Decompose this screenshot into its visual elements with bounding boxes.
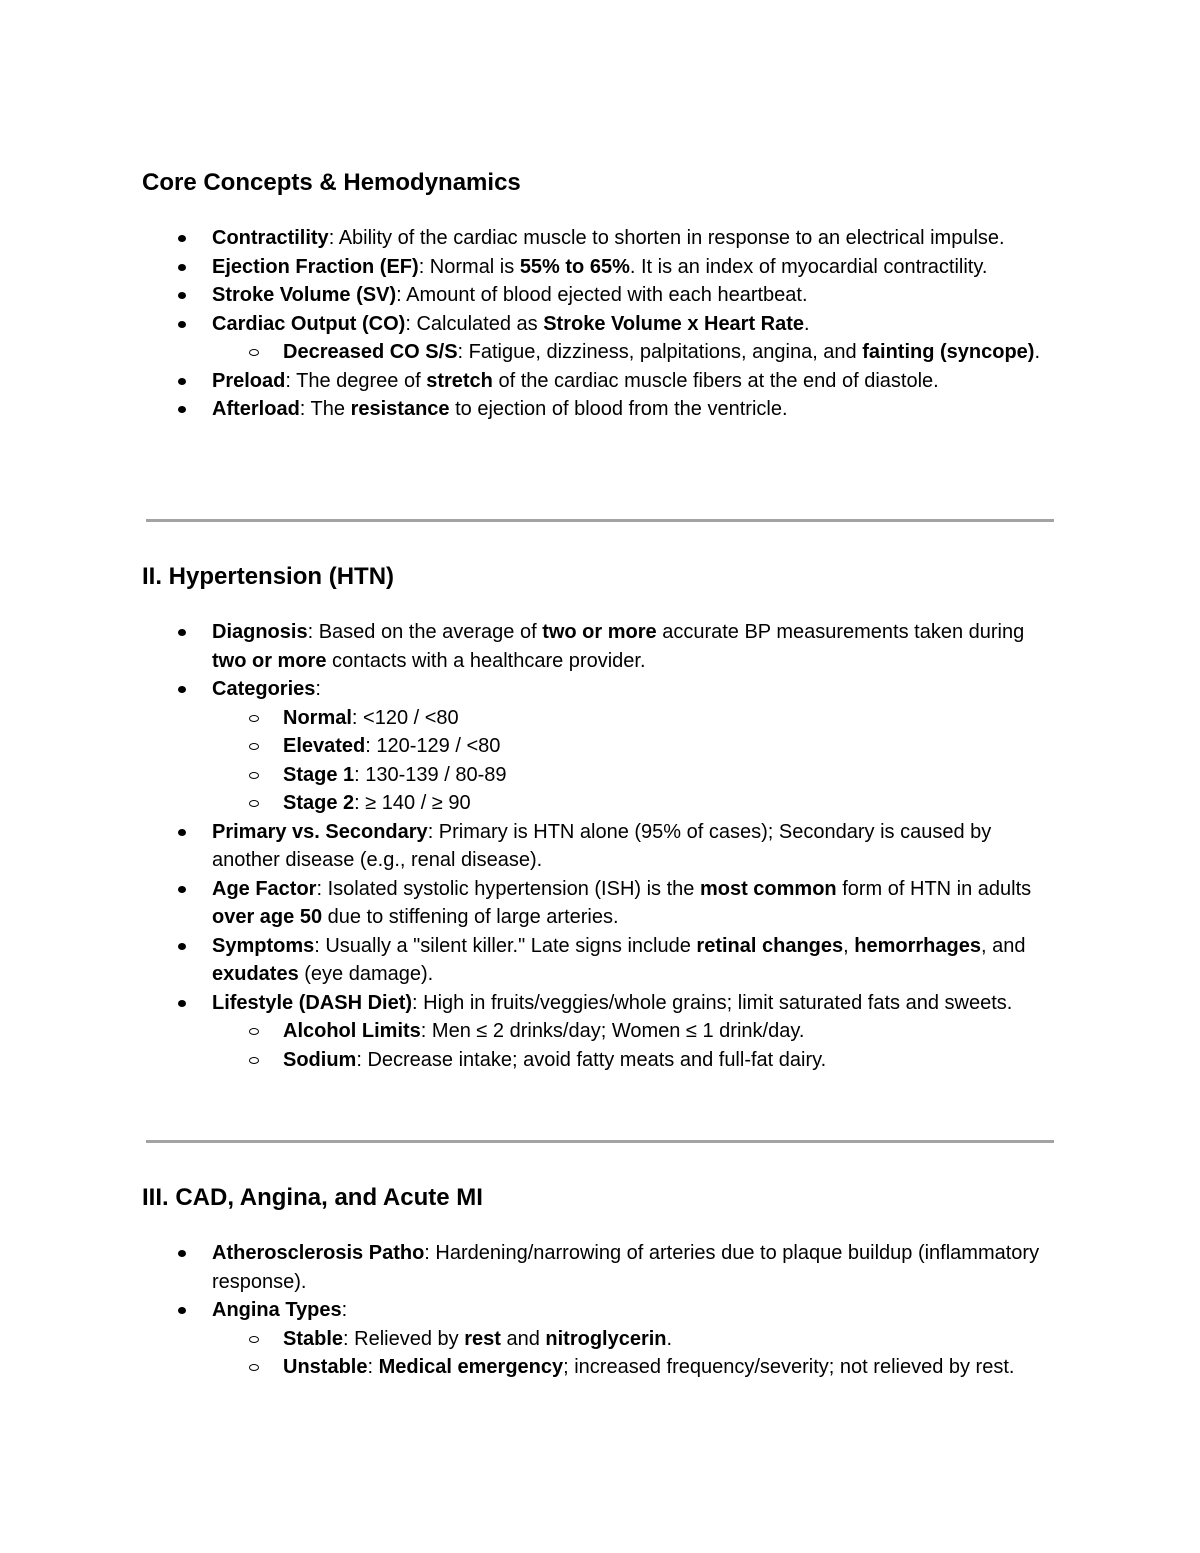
- list-item: [0, 367, 1062, 396]
- item-text: : Normal is: [418, 255, 520, 278]
- sub-list-item: [0, 761, 1062, 790]
- filled-bullet-icon: [178, 1250, 186, 1257]
- item-text: : Usually a "silent killer." Late signs include: [314, 934, 697, 957]
- list-item: [0, 224, 1062, 253]
- bold-term: Medical emergency: [378, 1356, 564, 1378]
- filled-bullet-icon: [178, 378, 186, 385]
- bold-term: Alcohol Limits: [283, 1020, 421, 1042]
- bold-term: Preload: [212, 369, 286, 392]
- item-text: : Hardening/narrowing of arteries due to plaque buildup (inflammatory response).: [212, 1242, 1040, 1293]
- item-text: :: [341, 1299, 348, 1321]
- sub-list-item: [0, 789, 1062, 818]
- sub-list-item: [0, 732, 1062, 761]
- section-heading-hypertension: II. Hypertension (HTN): [142, 563, 395, 590]
- list-item: [0, 1296, 1062, 1325]
- bold-term: Categories: [212, 678, 316, 700]
- filled-bullet-icon: [178, 264, 186, 271]
- bold-term: hemorrhages: [854, 934, 981, 957]
- sub-list-item: [0, 704, 1062, 733]
- list-item: [0, 618, 1062, 675]
- section-heading-core-concepts: Core Concepts & Hemodynamics: [142, 169, 521, 196]
- bold-term: resistance: [350, 398, 450, 420]
- item-text: .: [666, 1327, 673, 1350]
- item-text: : Decrease intake; avoid fatty meats and full-fat dairy.: [356, 1048, 827, 1071]
- item-text: (eye damage).: [298, 963, 434, 985]
- hollow-bullet-icon: [249, 349, 259, 356]
- bold-term: Stroke Volume (SV): [212, 284, 397, 306]
- filled-bullet-icon: [178, 292, 186, 299]
- item-text: : The degree of: [285, 369, 427, 392]
- horizontal-divider: [146, 1140, 1054, 1143]
- item-text: : The: [299, 398, 351, 420]
- item-text: and: [500, 1327, 546, 1350]
- item-text: : High in fruits/veggies/whole grains; limit saturated fats and sweets.: [412, 991, 1013, 1014]
- item-text: :: [315, 678, 321, 700]
- list-item: [0, 253, 1062, 282]
- horizontal-divider: [146, 519, 1054, 522]
- bold-term: Lifestyle (DASH Diet): [212, 991, 413, 1014]
- list-item: [0, 932, 1062, 989]
- bold-term: Age Factor: [212, 877, 317, 900]
- item-text: .: [1034, 341, 1041, 363]
- item-text: : Primary is HTN alone (95% of cases); Secondary is caused by another disease (e.g., renal disease).: [212, 820, 992, 871]
- bold-term: Symptoms: [212, 934, 315, 957]
- bold-term: most common: [699, 877, 837, 900]
- list-item: [0, 875, 1062, 932]
- filled-bullet-icon: [178, 406, 186, 413]
- bold-term: Ejection Fraction (EF): [212, 255, 419, 278]
- hollow-bullet-icon: [249, 1057, 259, 1064]
- bold-term: Primary vs. Secondary: [212, 820, 428, 843]
- filled-bullet-icon: [178, 829, 186, 836]
- bold-term: Diagnosis: [212, 621, 308, 643]
- list-item: [0, 395, 1062, 424]
- bold-term: nitroglycerin: [545, 1327, 667, 1350]
- sub-list-item: [0, 1017, 1062, 1046]
- section-heading-cad-angina-mi: III. CAD, Angina, and Acute MI: [142, 1184, 483, 1211]
- filled-bullet-icon: [178, 943, 186, 950]
- bold-term: exudates: [212, 963, 299, 985]
- item-text: : 130-139 / 80-89: [354, 763, 507, 786]
- filled-bullet-icon: [178, 686, 186, 693]
- sub-list-item: [0, 338, 1062, 367]
- item-text: accurate BP measurements taken during: [656, 621, 1025, 643]
- hollow-bullet-icon: [249, 743, 259, 750]
- hollow-bullet-icon: [249, 1364, 259, 1371]
- bold-term: Afterload: [212, 398, 300, 420]
- item-text: contacts with a healthcare provider.: [326, 649, 646, 672]
- hollow-bullet-icon: [249, 715, 259, 722]
- bold-term: Unstable: [283, 1356, 368, 1378]
- bold-term: Normal: [283, 706, 352, 729]
- filled-bullet-icon: [178, 886, 186, 893]
- bold-term: two or more: [212, 649, 327, 672]
- item-text: form of HTN in adults: [836, 877, 1032, 900]
- list-item: [0, 989, 1062, 1018]
- list-item: [0, 818, 1062, 875]
- list-item: [0, 310, 1062, 339]
- hollow-bullet-icon: [249, 1028, 259, 1035]
- bold-term: Angina Types: [212, 1299, 342, 1321]
- filled-bullet-icon: [178, 629, 186, 636]
- item-text: due to stiffening of large arteries.: [322, 906, 619, 928]
- sub-list-item: [0, 1325, 1062, 1354]
- hollow-bullet-icon: [249, 772, 259, 779]
- item-text: .: [804, 312, 810, 335]
- item-text: : Amount of blood ejected with each heartbeat.: [396, 284, 808, 306]
- item-text: : Fatigue, dizziness, palpitations, angina, and: [457, 341, 863, 363]
- bold-term: Elevated: [283, 735, 366, 757]
- bold-term: two or more: [542, 621, 657, 643]
- bold-term: stretch: [426, 369, 493, 392]
- section-list-hypertension: [0, 618, 1200, 1074]
- item-text: : 120-129 / <80: [365, 735, 501, 757]
- item-text: : <120 / <80: [351, 706, 459, 729]
- bold-term: Decreased CO S/S: [283, 341, 458, 363]
- item-text: : Ability of the cardiac muscle to shorten in response to an electrical impulse.: [328, 227, 1005, 249]
- bold-term: fainting (syncope): [862, 341, 1035, 363]
- item-text: : Calculated as: [405, 312, 544, 335]
- filled-bullet-icon: [178, 321, 186, 328]
- sub-list-item: [0, 1046, 1062, 1075]
- item-text: : ≥ 140 / ≥ 90: [354, 792, 471, 814]
- item-text: ; increased frequency/severity; not relieved by rest.: [563, 1356, 1015, 1378]
- item-text: :: [367, 1356, 379, 1378]
- hollow-bullet-icon: [249, 1336, 259, 1343]
- item-text: : Men ≤ 2 drinks/day; Women ≤ 1 drink/day.: [420, 1020, 805, 1042]
- section-list-core-concepts: [0, 224, 1200, 424]
- section-list-cad-angina-mi: [0, 1239, 1200, 1382]
- bold-term: Cardiac Output (CO): [212, 312, 406, 335]
- bold-term: over age 50: [212, 906, 323, 928]
- bold-term: Stage 1: [283, 763, 355, 786]
- item-text: : Based on the average of: [307, 621, 543, 643]
- item-text: : Isolated systolic hypertension (ISH) is the: [316, 877, 700, 900]
- bold-term: rest: [464, 1327, 501, 1350]
- bold-term: Stroke Volume x Heart Rate: [543, 312, 805, 335]
- list-item: [0, 675, 1062, 704]
- filled-bullet-icon: [178, 1307, 186, 1314]
- item-text: , and: [980, 934, 1026, 957]
- bold-term: Sodium: [283, 1048, 357, 1071]
- hollow-bullet-icon: [249, 800, 259, 807]
- bold-term: Atherosclerosis Patho: [212, 1242, 425, 1264]
- filled-bullet-icon: [178, 1000, 186, 1007]
- item-text: . It is an index of myocardial contractility.: [629, 255, 988, 278]
- item-text: ,: [843, 934, 855, 957]
- list-item: [0, 281, 1062, 310]
- item-text: to ejection of blood from the ventricle.: [449, 398, 788, 420]
- bold-term: Stage 2: [283, 792, 355, 814]
- bold-term: retinal changes: [696, 934, 844, 957]
- item-text: of the cardiac muscle fibers at the end of diastole.: [492, 369, 939, 392]
- list-item: [0, 1239, 1062, 1296]
- item-text: : Relieved by: [343, 1327, 465, 1350]
- bold-term: 55% to 65%: [519, 255, 630, 278]
- bold-term: Stable: [283, 1327, 344, 1350]
- bold-term: Contractility: [212, 227, 329, 249]
- sub-list-item: [0, 1353, 1062, 1382]
- filled-bullet-icon: [178, 235, 186, 242]
